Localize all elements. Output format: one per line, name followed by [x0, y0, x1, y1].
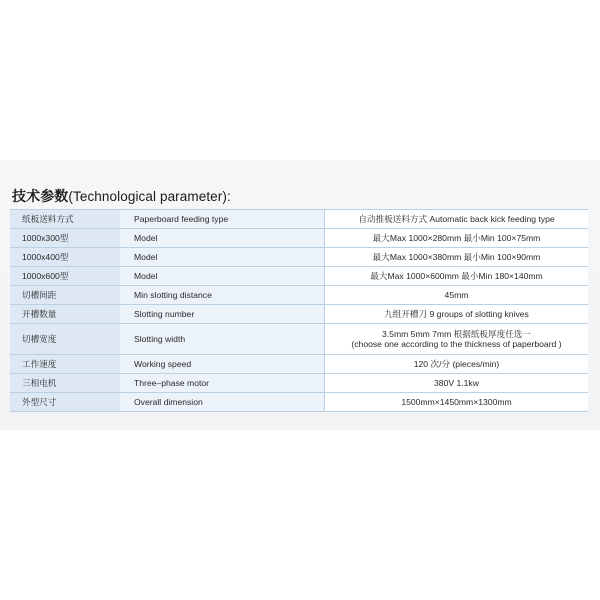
table-row — [10, 229, 588, 248]
param-name-cn: 切槽宽度 — [10, 324, 120, 355]
param-value-line: (choose one according to the thickness of paperboard ) — [351, 339, 562, 349]
table-row — [10, 286, 588, 305]
table-row — [10, 393, 588, 412]
table-row — [10, 267, 588, 286]
table-row — [10, 355, 588, 374]
param-value — [325, 210, 589, 229]
param-name-en: Working speed — [120, 355, 325, 374]
param-value — [325, 393, 589, 412]
param-name-cn: 开槽数量 — [10, 305, 120, 324]
param-name-en: Model — [120, 248, 325, 267]
table-row — [10, 324, 588, 355]
param-name-en: Three–phase motor — [120, 374, 325, 393]
table-row — [10, 305, 588, 324]
parameter-table-body — [10, 210, 588, 412]
param-value — [325, 267, 589, 286]
param-value — [325, 324, 589, 355]
param-value-line: 最大Max 1000×600mm 最小Min 180×140mm — [370, 271, 543, 281]
param-name-cn: 1000x300型 — [10, 229, 120, 248]
heading-en: (Technological parameter): — [68, 189, 231, 204]
param-value-line: 九组开槽刀 9 groups of slotting knives — [384, 309, 529, 319]
param-value — [325, 374, 589, 393]
table-row — [10, 374, 588, 393]
section-heading — [12, 186, 231, 206]
param-name-en: Slotting width — [120, 324, 325, 355]
table-row — [10, 210, 588, 229]
param-value — [325, 355, 589, 374]
param-value-line: 3.5mm 5mm 7mm 根据纸板厚度任选一 — [382, 329, 531, 339]
param-name-cn: 纸板送料方式 — [10, 210, 120, 229]
param-value-line: 120 次/分 (pieces/min) — [413, 359, 500, 369]
param-value — [325, 248, 589, 267]
heading-cn: 技术参数 — [12, 188, 69, 204]
param-value — [325, 286, 589, 305]
param-name-cn: 工作速度 — [10, 355, 120, 374]
param-name-cn: 三相电机 — [10, 374, 120, 393]
param-name-cn: 外型尺寸 — [10, 393, 120, 412]
param-value — [325, 229, 589, 248]
param-value-line: 45mm — [444, 290, 469, 300]
param-name-en: Slotting number — [120, 305, 325, 324]
param-value — [325, 305, 589, 324]
param-name-en: Model — [120, 229, 325, 248]
parameter-table — [10, 209, 588, 412]
table-row — [10, 248, 588, 267]
param-value-line: 自动推板送料方式 Automatic back kick feeding type — [358, 214, 555, 224]
param-name-en: Paperboard feeding type — [120, 210, 325, 229]
param-name-cn: 1000x400型 — [10, 248, 120, 267]
param-value-line: 1500mm×1450mm×1300mm — [401, 397, 512, 407]
param-name-en: Min slotting distance — [120, 286, 325, 305]
param-name-en: Model — [120, 267, 325, 286]
param-value-line: 最大Max 1000×280mm 最小Min 100×75mm — [372, 233, 541, 243]
param-name-cn: 切槽间距 — [10, 286, 120, 305]
param-name-en: Overall dimension — [120, 393, 325, 412]
param-value-line: 最大Max 1000×380mm 最小Min 100×90mm — [372, 252, 541, 262]
param-value-line: 380V 1.1kw — [434, 378, 479, 388]
param-name-cn: 1000x600型 — [10, 267, 120, 286]
